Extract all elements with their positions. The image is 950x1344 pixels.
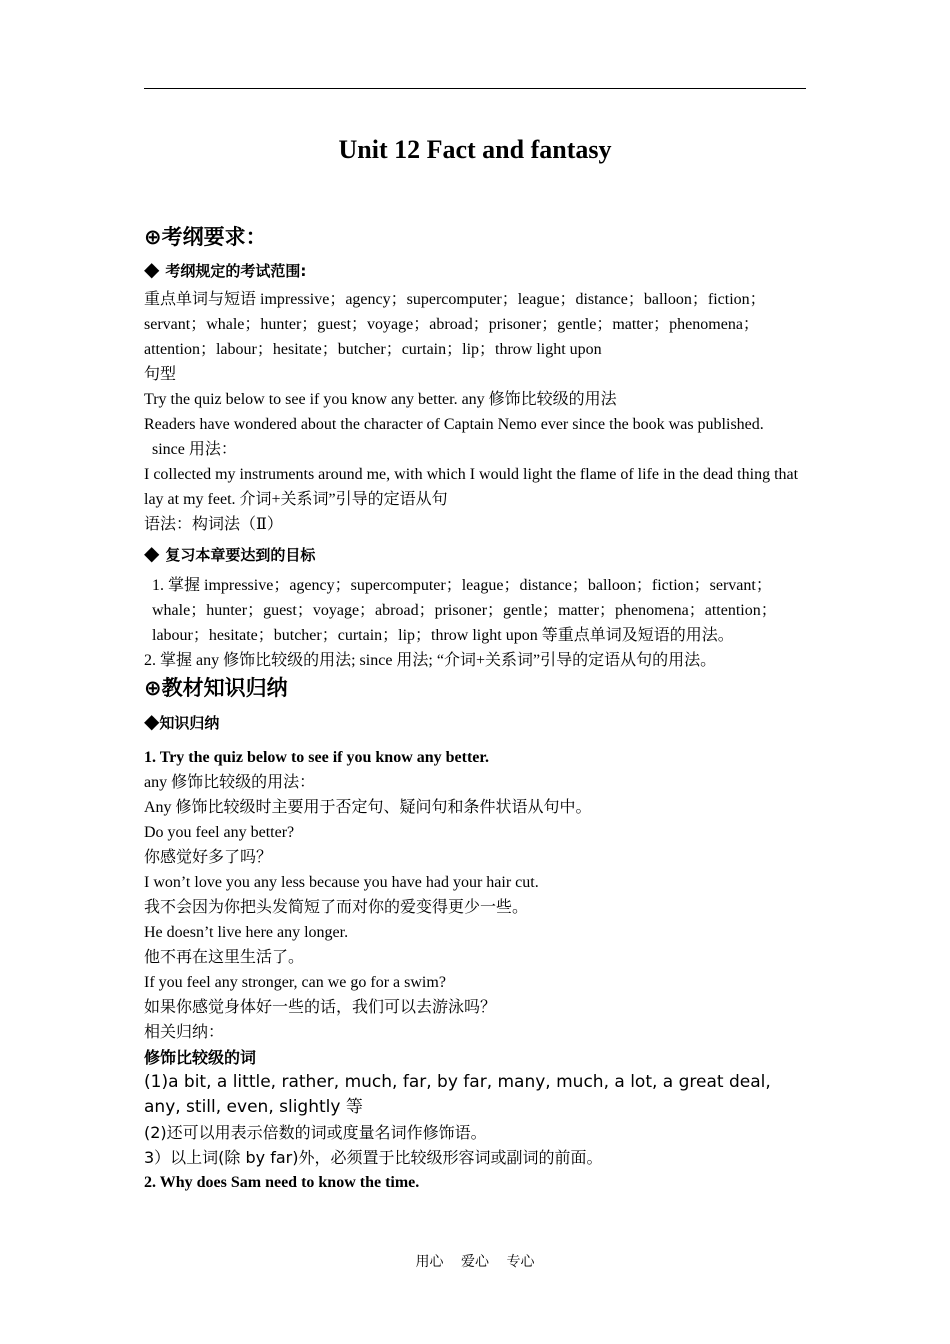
note-line: 相关归纳： (144, 1024, 225, 1041)
footer-text: 用心 (415, 1255, 444, 1270)
page-title: Unit 12 Fact and fantasy (338, 135, 612, 164)
footer-text: 爱心 (461, 1255, 489, 1270)
diamond-bullet-icon: ◆ (144, 257, 160, 281)
sentence-label: 句型 (144, 366, 177, 383)
subheading-label: 知识归纳 (159, 714, 220, 732)
item-2-title: 2. Why does Sam need to know the time. (144, 1174, 420, 1191)
diamond-bullet-icon: ◆ (144, 709, 160, 733)
related-point-3: 3）以上词(除 by far)外，必须置于比较级形容词或副词的前面。 (144, 1148, 603, 1167)
sentence-2: Readers have wondered about the character of Captain Nemo ever since the book was published. (144, 416, 764, 433)
related-heading: 修饰比较级的词 (144, 1048, 257, 1067)
subheading-exam-scope (144, 257, 806, 283)
page-content (144, 132, 806, 1195)
goal-2: 2. 掌握 any 修饰比较级的用法; since 用法; “介词+关系词”引导的定语从句的用法。 (144, 652, 717, 669)
example-line: Do you feel any better? (144, 824, 295, 841)
subheading-label: 复习本章要达到的目标 (165, 546, 316, 564)
sentence-1: Try the quiz below to see if you know any better. any 修饰比较级的用法 (144, 391, 617, 408)
header-rule (144, 88, 806, 89)
related-point-2: (2)还可以用表示倍数的词或度量名词作修饰语。 (144, 1123, 487, 1142)
sentence-3: I collected my instruments around me, with which I would light the flame of life in the dead thing that lay at my feet. 介词+关系词”引导的定语从句 (144, 466, 799, 508)
section-heading-exam-requirements: ⊕考纲要求： (144, 225, 267, 249)
page-footer (0, 1251, 950, 1271)
vocab-list: 重点单词与短语 impressive；agency；supercomputer；league；distance；balloon；fiction；servant；whale；hunter；guest；voyage；abroad；prisoner；gentle；matter；phenomena；attention；labour；hesitate；butcher；curtain；lip；throw light upon (144, 291, 766, 358)
goal-1: 1. 掌握 impressive；agency；supercomputer；league；distance；balloon；fiction；servant；whale；hunter；guest；voyage；abroad；prisoner；gentle；matter；phenomena；attention；labour；hesitate；butcher；curtain；lip；throw light upon 等重点单词及短语的用法。 (152, 577, 777, 644)
example-line: He doesn’t live here any longer. (144, 924, 349, 941)
item-1-title: 1. Try the quiz below to see if you know any better. (144, 749, 490, 766)
diamond-bullet-icon: ◆ (144, 541, 160, 565)
grammar-note: 语法：构词法（Ⅱ） (144, 516, 283, 533)
translation-line: 你感觉好多了吗？ (144, 849, 273, 866)
note-line: Any 修饰比较级时主要用于否定句、疑问句和条件状语从句中。 (144, 799, 592, 816)
translation-line: 他不再在这里生活了。 (144, 949, 305, 966)
footer-text: 专心 (506, 1255, 535, 1270)
related-point-1: (1)a bit, a little, rather, much, far, by far, many, much, a lot, a great deal, any, still, even, slightly 等 (144, 1072, 771, 1117)
translation-line: 如果你感觉身体好一些的话，我们可以去游泳吗？ (144, 999, 497, 1016)
subheading-label: 考纲规定的考试范围: (165, 262, 307, 280)
example-line: I won’t love you any less because you have had your hair cut. (144, 874, 539, 891)
section-heading-knowledge: ⊕教材知识归纳 (144, 676, 288, 700)
sentence-2-note: since 用法： (152, 441, 237, 458)
note-line: any 修饰比较级的用法： (144, 774, 316, 791)
subheading-knowledge-summary (144, 709, 806, 735)
example-line: If you feel any stronger, can we go for a swim? (144, 974, 446, 991)
translation-line: 我不会因为你把头发简短了而对你的爱变得更少一些。 (144, 899, 529, 916)
subheading-review-goals (144, 541, 806, 567)
